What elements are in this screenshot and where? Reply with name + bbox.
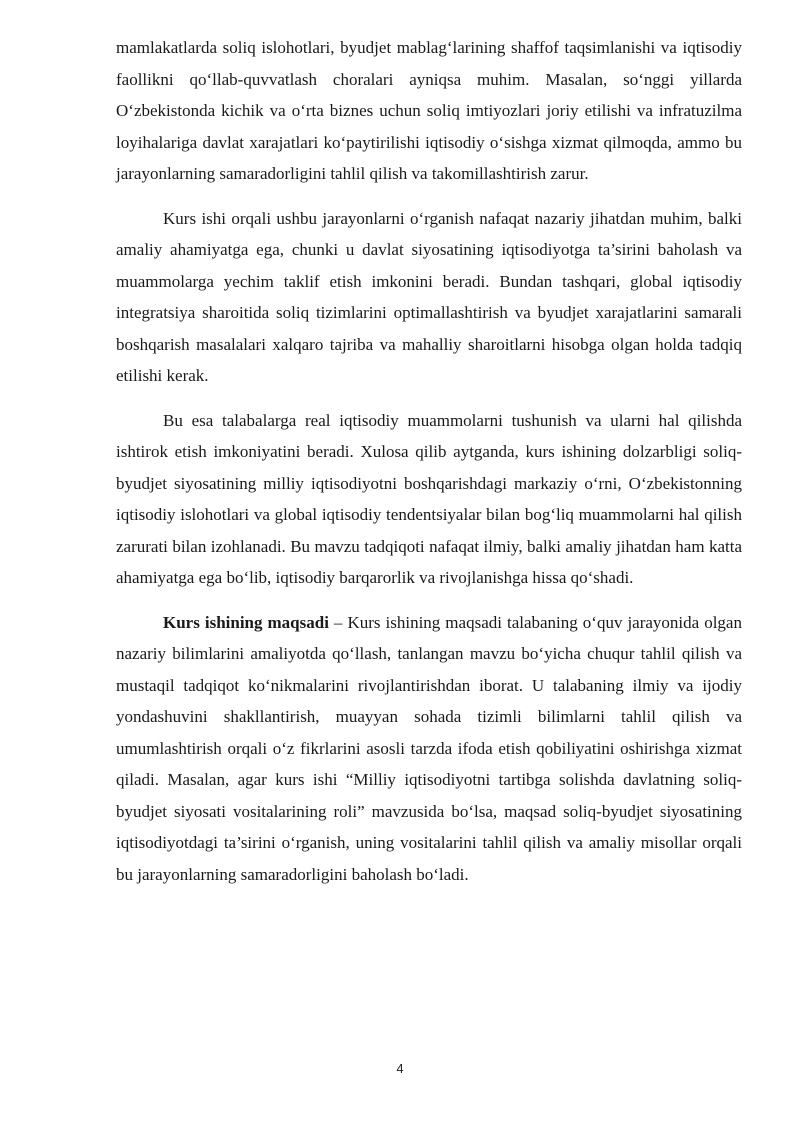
paragraph-4-text: – Kurs ishining maqsadi talabaning o‘quv jarayonida olgan nazariy bilimlarini amaliyotda qo‘llash, tanlangan mavzu bo‘yicha chuqur tahlil qilish va mustaqil tadqiqot ko‘nikmalarini rivojlantirishdan iborat. U talabaning ilmiy va ijodiy yondashuvini shakllantirish, muayyan sohada tizimli bilimlarni tahlil qilish va umumlashtirish orqali o‘z fikrlarini asosli tarzda ifoda etish qobiliyatini oshirishga xizmat qiladi. Masalan, agar kurs ishi “Milliy iqtisodiyotni tartibga solishda davlatning soliq-byudjet siyosati vositalarining roli” mavzusida bo‘lsa, maqsad soliq-byudjet siyosatining iqtisodiyotdagi ta’sirini o‘rganish, uning vositalarini tahlil qilish va amaliy misollar orqali bu jarayonlarning samaradorligini baholash bo‘ladi.	[116, 612, 742, 884]
paragraph-2-text: Kurs ishi orqali ushbu jarayonlarni o‘rganish nafaqat nazariy jihatdan muhim, balki amaliy ahamiyatga ega, chunki u davlat siyosatining iqtisodiyotga ta’sirini baholash va muammolarga yechim taklif etish imkonini beradi. Bundan tashqari, global iqtisodiy integratsiya sharoitida soliq tizimlarini optimallashtirish va byudjet xarajatlarini samarali boshqarish masalalari xalqaro tajriba va mahalliy sharoitlarni hisobga olgan holda tadqiq etilishi kerak.	[116, 208, 742, 385]
paragraph-2	[116, 203, 742, 392]
paragraph-4-bold-lead: Kurs ishining maqsadi	[163, 612, 329, 632]
paragraph-4	[116, 607, 742, 891]
paragraph-3	[116, 405, 742, 594]
paragraph-1	[116, 32, 742, 190]
paragraph-3-text: Bu esa talabalarga real iqtisodiy muammolarni tushunish va ularni hal qilishda ishtirok etish imkoniyatini beradi. Xulosa qilib aytganda, kurs ishining dolzarbligi soliq-byudjet siyosatining milliy iqtisodiyotni boshqarishdagi markaziy o‘rni, O‘zbekistonning iqtisodiy islohotlari va global iqtisodiy tendentsiyalar bilan bog‘liq muammolarni hal qilish zarurati bilan izohlanadi. Bu mavzu tadqiqoti nafaqat ilmiy, balki amaliy jihatdan ham katta ahamiyatga ega bo‘lib, iqtisodiy barqarorlik va rivojlanishga hissa qo‘shadi.	[116, 410, 742, 587]
paragraph-1-text: mamlakatlarda soliq islohotlari, byudjet mablag‘larining shaffof taqsimlanishi va iqtisodiy faollikni qo‘llab-quvvatlash choralari ayniqsa muhim. Masalan, so‘nggi yillarda O‘zbekistonda kichik va o‘rta biznes uchun soliq imtiyozlari joriy etilishi va infratuzilma loyihalariga davlat xarajatlari ko‘paytirilishi iqtisodiy o‘sishga xizmat qilmoqda, ammo bu jarayonlarning samaradorligini tahlil qilish va takomillashtirish zarur.	[116, 38, 742, 183]
document-page	[116, 32, 742, 903]
page-number: 4	[396, 1061, 404, 1076]
